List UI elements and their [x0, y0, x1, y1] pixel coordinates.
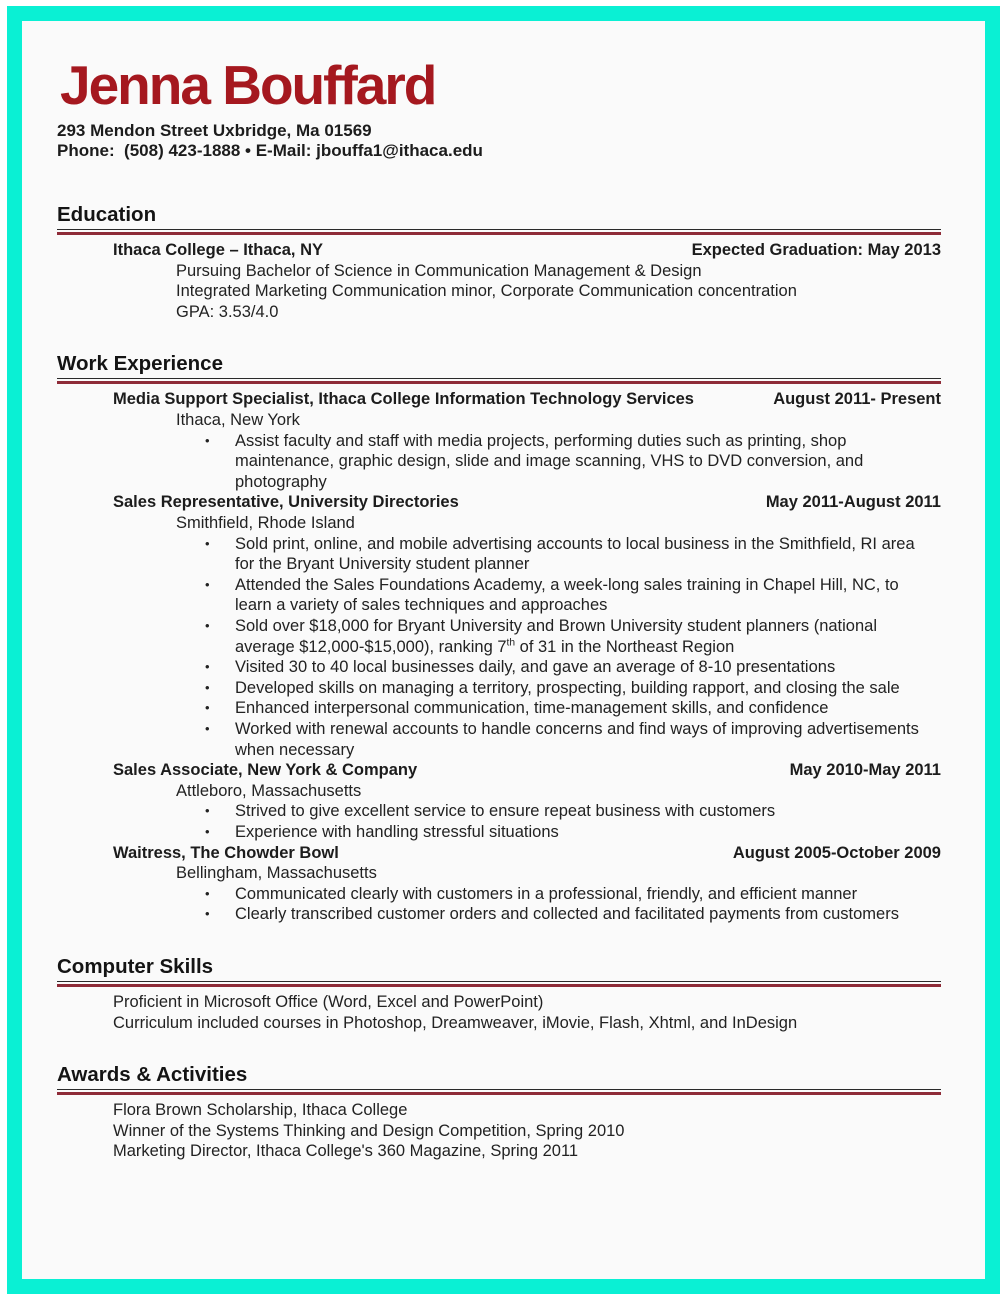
- bullet-icon: •: [205, 885, 210, 901]
- bullet-text: Attended the Sales Foundations Academy, a week-long sales training in Chapel Hill, NC, to learn a variety of sales techniques and approaches: [235, 575, 899, 615]
- bullet-icon: •: [205, 576, 210, 592]
- job-role: Waitress, The Chowder Bowl: [113, 843, 339, 862]
- job-dates: August 2011- Present: [773, 390, 941, 409]
- job-location: Attleboro, Massachusetts: [176, 781, 362, 800]
- award-line: Marketing Director, Ithaca College's 360 Magazine, Spring 2011: [113, 1142, 579, 1161]
- bullet-text-superscript: th: [506, 637, 516, 649]
- bullet-item: [205, 616, 941, 657]
- bullet-text: Visited 30 to 40 local businesses daily, and gave an average of 8-10 presentations: [235, 658, 836, 677]
- job-location: Ithaca, New York: [176, 411, 300, 430]
- job-header-row: [57, 389, 941, 410]
- bullet-item: [205, 657, 941, 678]
- school-name: Ithaca College – Ithaca, NY: [113, 241, 323, 260]
- job-header-row: [57, 760, 941, 781]
- skill-line: Proficient in Microsoft Office (Word, Excel and PowerPoint): [113, 992, 544, 1011]
- bullet-item: [205, 431, 941, 493]
- bullet-icon: •: [205, 679, 210, 695]
- job-role: Media Support Specialist, Ithaca College Information Technology Services: [113, 390, 694, 409]
- section-awards-activities: [57, 1063, 941, 1162]
- section-education: [57, 203, 941, 322]
- job-entry: [57, 492, 941, 760]
- job-header-row: [57, 492, 941, 513]
- job-location: Smithfield, Rhode Island: [176, 514, 355, 533]
- awards-title: Awards & Activities: [57, 1063, 248, 1087]
- bullet-text: Assist faculty and staff with media projects, performing duties such as printing, shop maintenance, graphic design, slide and image scanning, VHS to DVD conversion, and photography: [235, 431, 864, 491]
- skill-line: Curriculum included courses in Photoshop, Dreamweaver, iMovie, Flash, Xhtml, and InDesign: [113, 1013, 798, 1032]
- bullet-item: [205, 801, 941, 822]
- award-line: Winner of the Systems Thinking and Design Competition, Spring 2010: [113, 1121, 625, 1140]
- section-divider: [57, 378, 941, 384]
- bullet-text: Communicated clearly with customers in a professional, friendly, and efficient manner: [235, 884, 858, 903]
- education-detail: Pursuing Bachelor of Science in Communication Management & Design: [176, 261, 702, 280]
- bullet-icon: •: [205, 803, 210, 819]
- job-role: Sales Representative, University Directories: [113, 493, 459, 512]
- graduation-date: Expected Graduation: May 2013: [691, 241, 941, 260]
- bullet-item: [205, 719, 941, 760]
- bullet-icon: •: [205, 906, 210, 922]
- job-location: Bellingham, Massachusetts: [176, 864, 377, 883]
- bullet-text: Developed skills on managing a territory, prospecting, building rapport, and closing the sale: [235, 678, 900, 697]
- bullet-item: [205, 575, 941, 616]
- bullet-item: [205, 534, 941, 575]
- bullet-item: [205, 698, 941, 719]
- bullet-text: Experience with handling stressful situations: [235, 822, 559, 841]
- section-divider: [57, 981, 941, 987]
- bullet-icon: •: [205, 720, 210, 736]
- person-name: Jenna Bouffard: [60, 54, 436, 116]
- bullet-icon: •: [205, 535, 210, 551]
- bullet-text: Strived to give excellent service to ensure repeat business with customers: [235, 802, 776, 821]
- job-entry: [57, 843, 941, 925]
- education-detail: Integrated Marketing Communication minor, Corporate Communication concentration: [176, 282, 797, 301]
- bullet-item: [205, 678, 941, 699]
- bullet-icon: •: [205, 823, 210, 839]
- resume-page: [7, 6, 1000, 1294]
- bullet-text: Clearly transcribed customer orders and collected and facilitated payments from customers: [235, 905, 899, 924]
- bullet-icon: •: [205, 700, 210, 716]
- work-experience-title: Work Experience: [57, 352, 223, 376]
- job-dates: May 2010-May 2011: [789, 761, 941, 780]
- job-dates: August 2005-October 2009: [732, 843, 941, 862]
- section-work-experience: [57, 352, 941, 924]
- award-line: Flora Brown Scholarship, Ithaca College: [113, 1101, 408, 1120]
- bullet-item: [205, 822, 941, 843]
- job-entry: [57, 760, 941, 842]
- section-computer-skills: [57, 955, 941, 1033]
- section-divider: [57, 229, 941, 235]
- bullet-icon: •: [205, 432, 210, 448]
- job-entry: [57, 389, 941, 492]
- education-entry-row: [57, 240, 941, 261]
- bullet-text: Enhanced interpersonal communication, time-management skills, and confidence: [235, 699, 829, 718]
- bullet-item: [205, 904, 941, 925]
- computer-skills-title: Computer Skills: [57, 954, 214, 978]
- bullet-icon: •: [205, 618, 210, 633]
- bullet-text-post: of 31 in the Northeast Region: [515, 637, 735, 656]
- bullet-text: [235, 616, 935, 657]
- job-role: Sales Associate, New York & Company: [113, 761, 418, 780]
- job-dates: May 2011-August 2011: [765, 493, 941, 512]
- job-header-row: [57, 843, 941, 864]
- resume-header: [57, 54, 941, 161]
- bullet-text-pre: Sold over $18,000 for Bryant University and Brown University student planners (national average $12,000-$15,000), ranking 7: [235, 617, 878, 656]
- education-title: Education: [57, 203, 157, 227]
- contact-line: Phone: (508) 423-1888 • E-Mail: jbouffa1@ithaca.edu: [57, 141, 483, 161]
- bullet-text: Worked with renewal accounts to handle concerns and find ways of improving advertisements when necessary: [235, 719, 919, 759]
- section-divider: [57, 1089, 941, 1095]
- education-detail: GPA: 3.53/4.0: [176, 302, 279, 321]
- bullet-item: [205, 884, 941, 905]
- address-line: 293 Mendon Street Uxbridge, Ma 01569: [57, 121, 372, 141]
- bullet-icon: •: [205, 659, 210, 675]
- bullet-text: Sold print, online, and mobile advertising accounts to local business in the Smithfield, RI area for the Bryant University student planner: [235, 534, 915, 574]
- resume-content: [22, 21, 985, 1162]
